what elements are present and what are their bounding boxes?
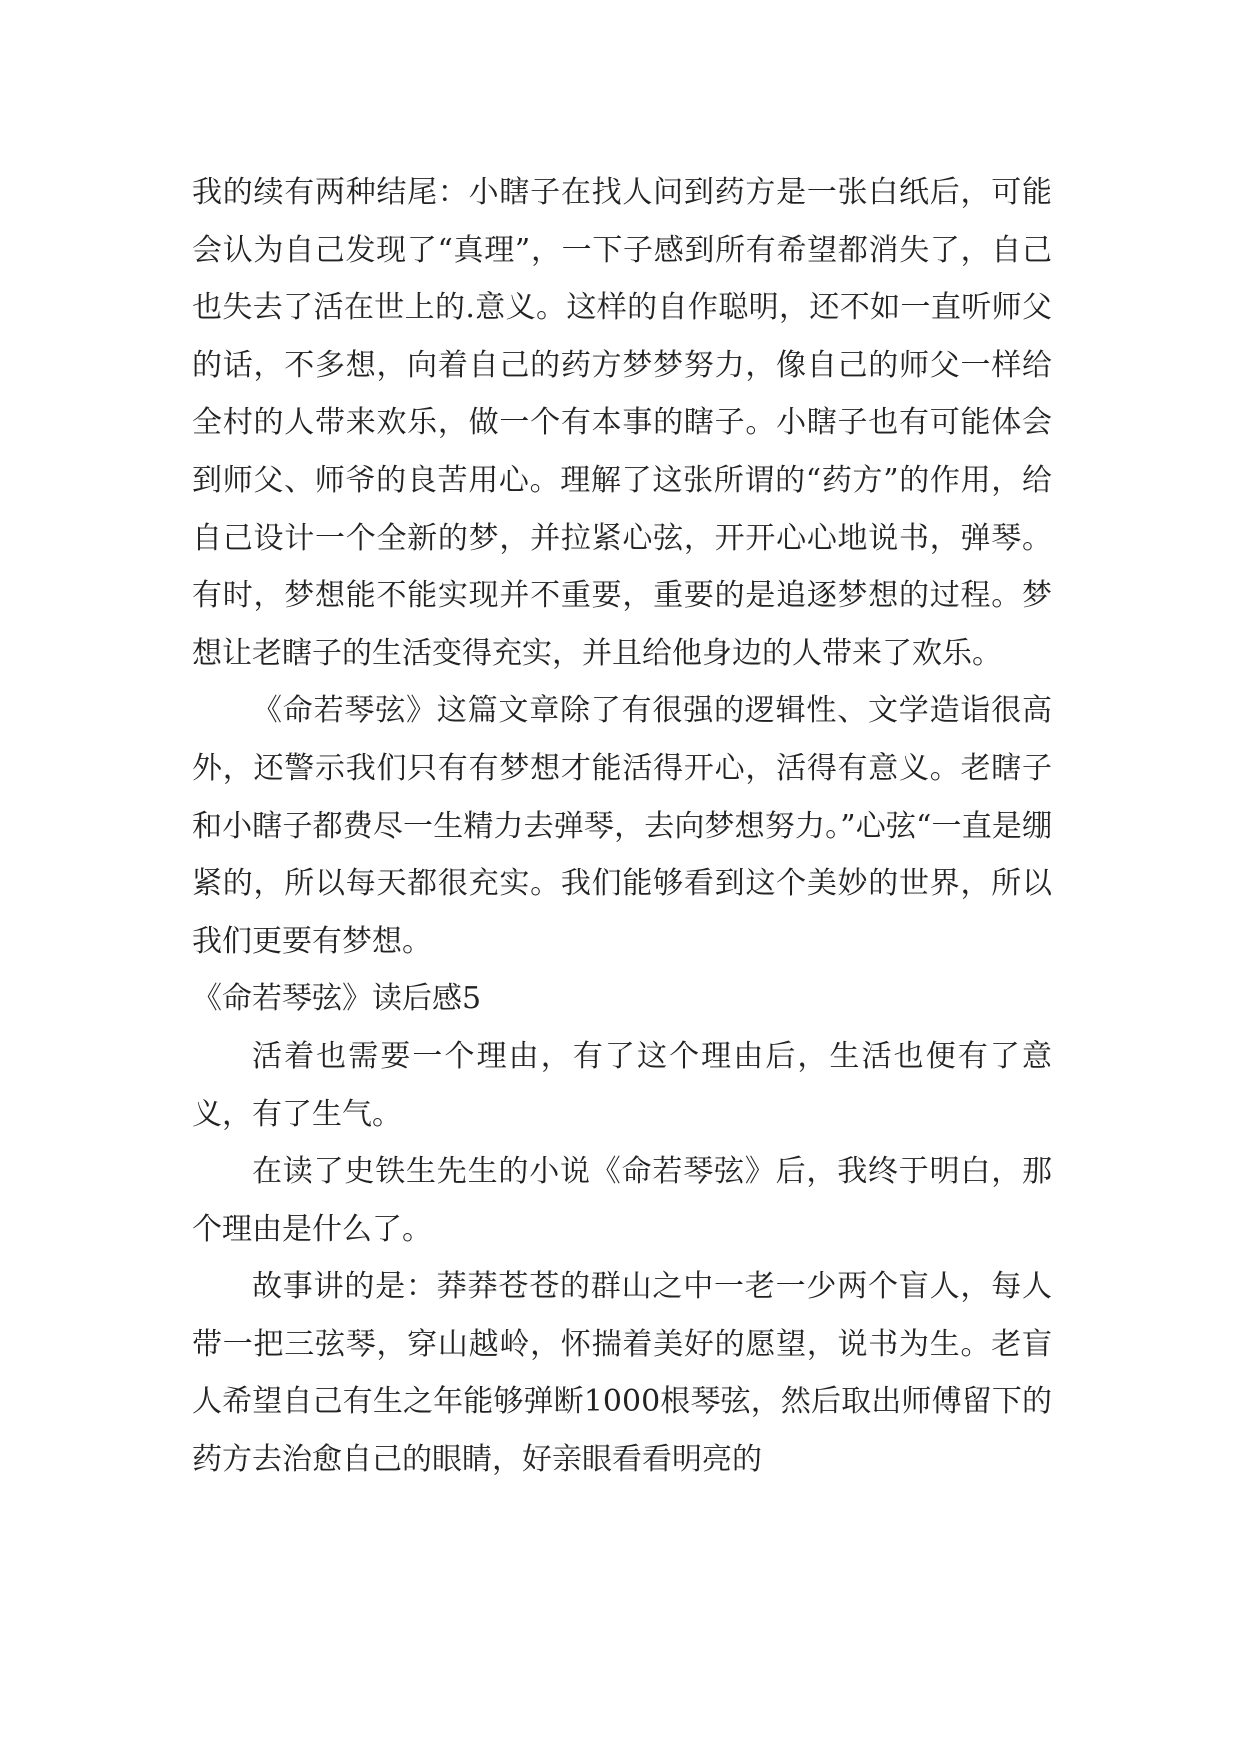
paragraph-summary: 《命若琴弦》这篇文章除了有很强的逻辑性、文学造诣很高外，还警示我们只有有梦想才能活得开心，活得有意义。老瞎子和小瞎子都费尽一生精力去弹琴，去向梦想努力。”心弦“一直是绷紧的，所以每天都很充实。我们能够看到这个美妙的世界，所以我们更要有梦想。 [192,693,1052,959]
paragraph-reason-to-live: 活着也需要一个理由，有了这个理由后，生活也便有了意义，有了生气。 [192,1038,1052,1132]
paragraph-after-reading: 在读了史铁生先生的小说《命若琴弦》后，我终于明白，那个理由是什么了。 [192,1154,1052,1247]
section-heading: 《命若琴弦》读后感5 [192,981,482,1017]
document-body [192,164,1052,1489]
paragraph-story: 故事讲的是：莽莽苍苍的群山之中一老一少两个盲人，每人带一把三弦琴，穿山越岭，怀揣着美好的愿望，说书为生。老盲人希望自己有生之年能够弹断1000根琴弦，然后取出师傅留下的药方去治愈自己的眼睛，好亲眼看看明亮的 [192,1269,1052,1478]
paragraph-ending-continuation: 我的续有两种结尾：小瞎子在找人问到药方是一张白纸后，可能会认为自己发现了“真理”，一下子感到所有希望都消失了，自己也失去了活在世上的.意义。这样的自作聪明，还不如一直听师父的话，不多想，向着自己的药方梦梦努力，像自己的师父一样给全村的人带来欢乐，做一个有本事的瞎子。小瞎子也有可能体会到师父、师爷的良苦用心。理解了这张所谓的“药方”的作用，给自己设计一个全新的梦，并拉紧心弦，开开心心地说书，弹琴。有时，梦想能不能实现并不重要，重要的是追逐梦想的过程。梦想让老瞎子的生活变得充实，并且给他身边的人带来了欢乐。 [192,175,1052,671]
